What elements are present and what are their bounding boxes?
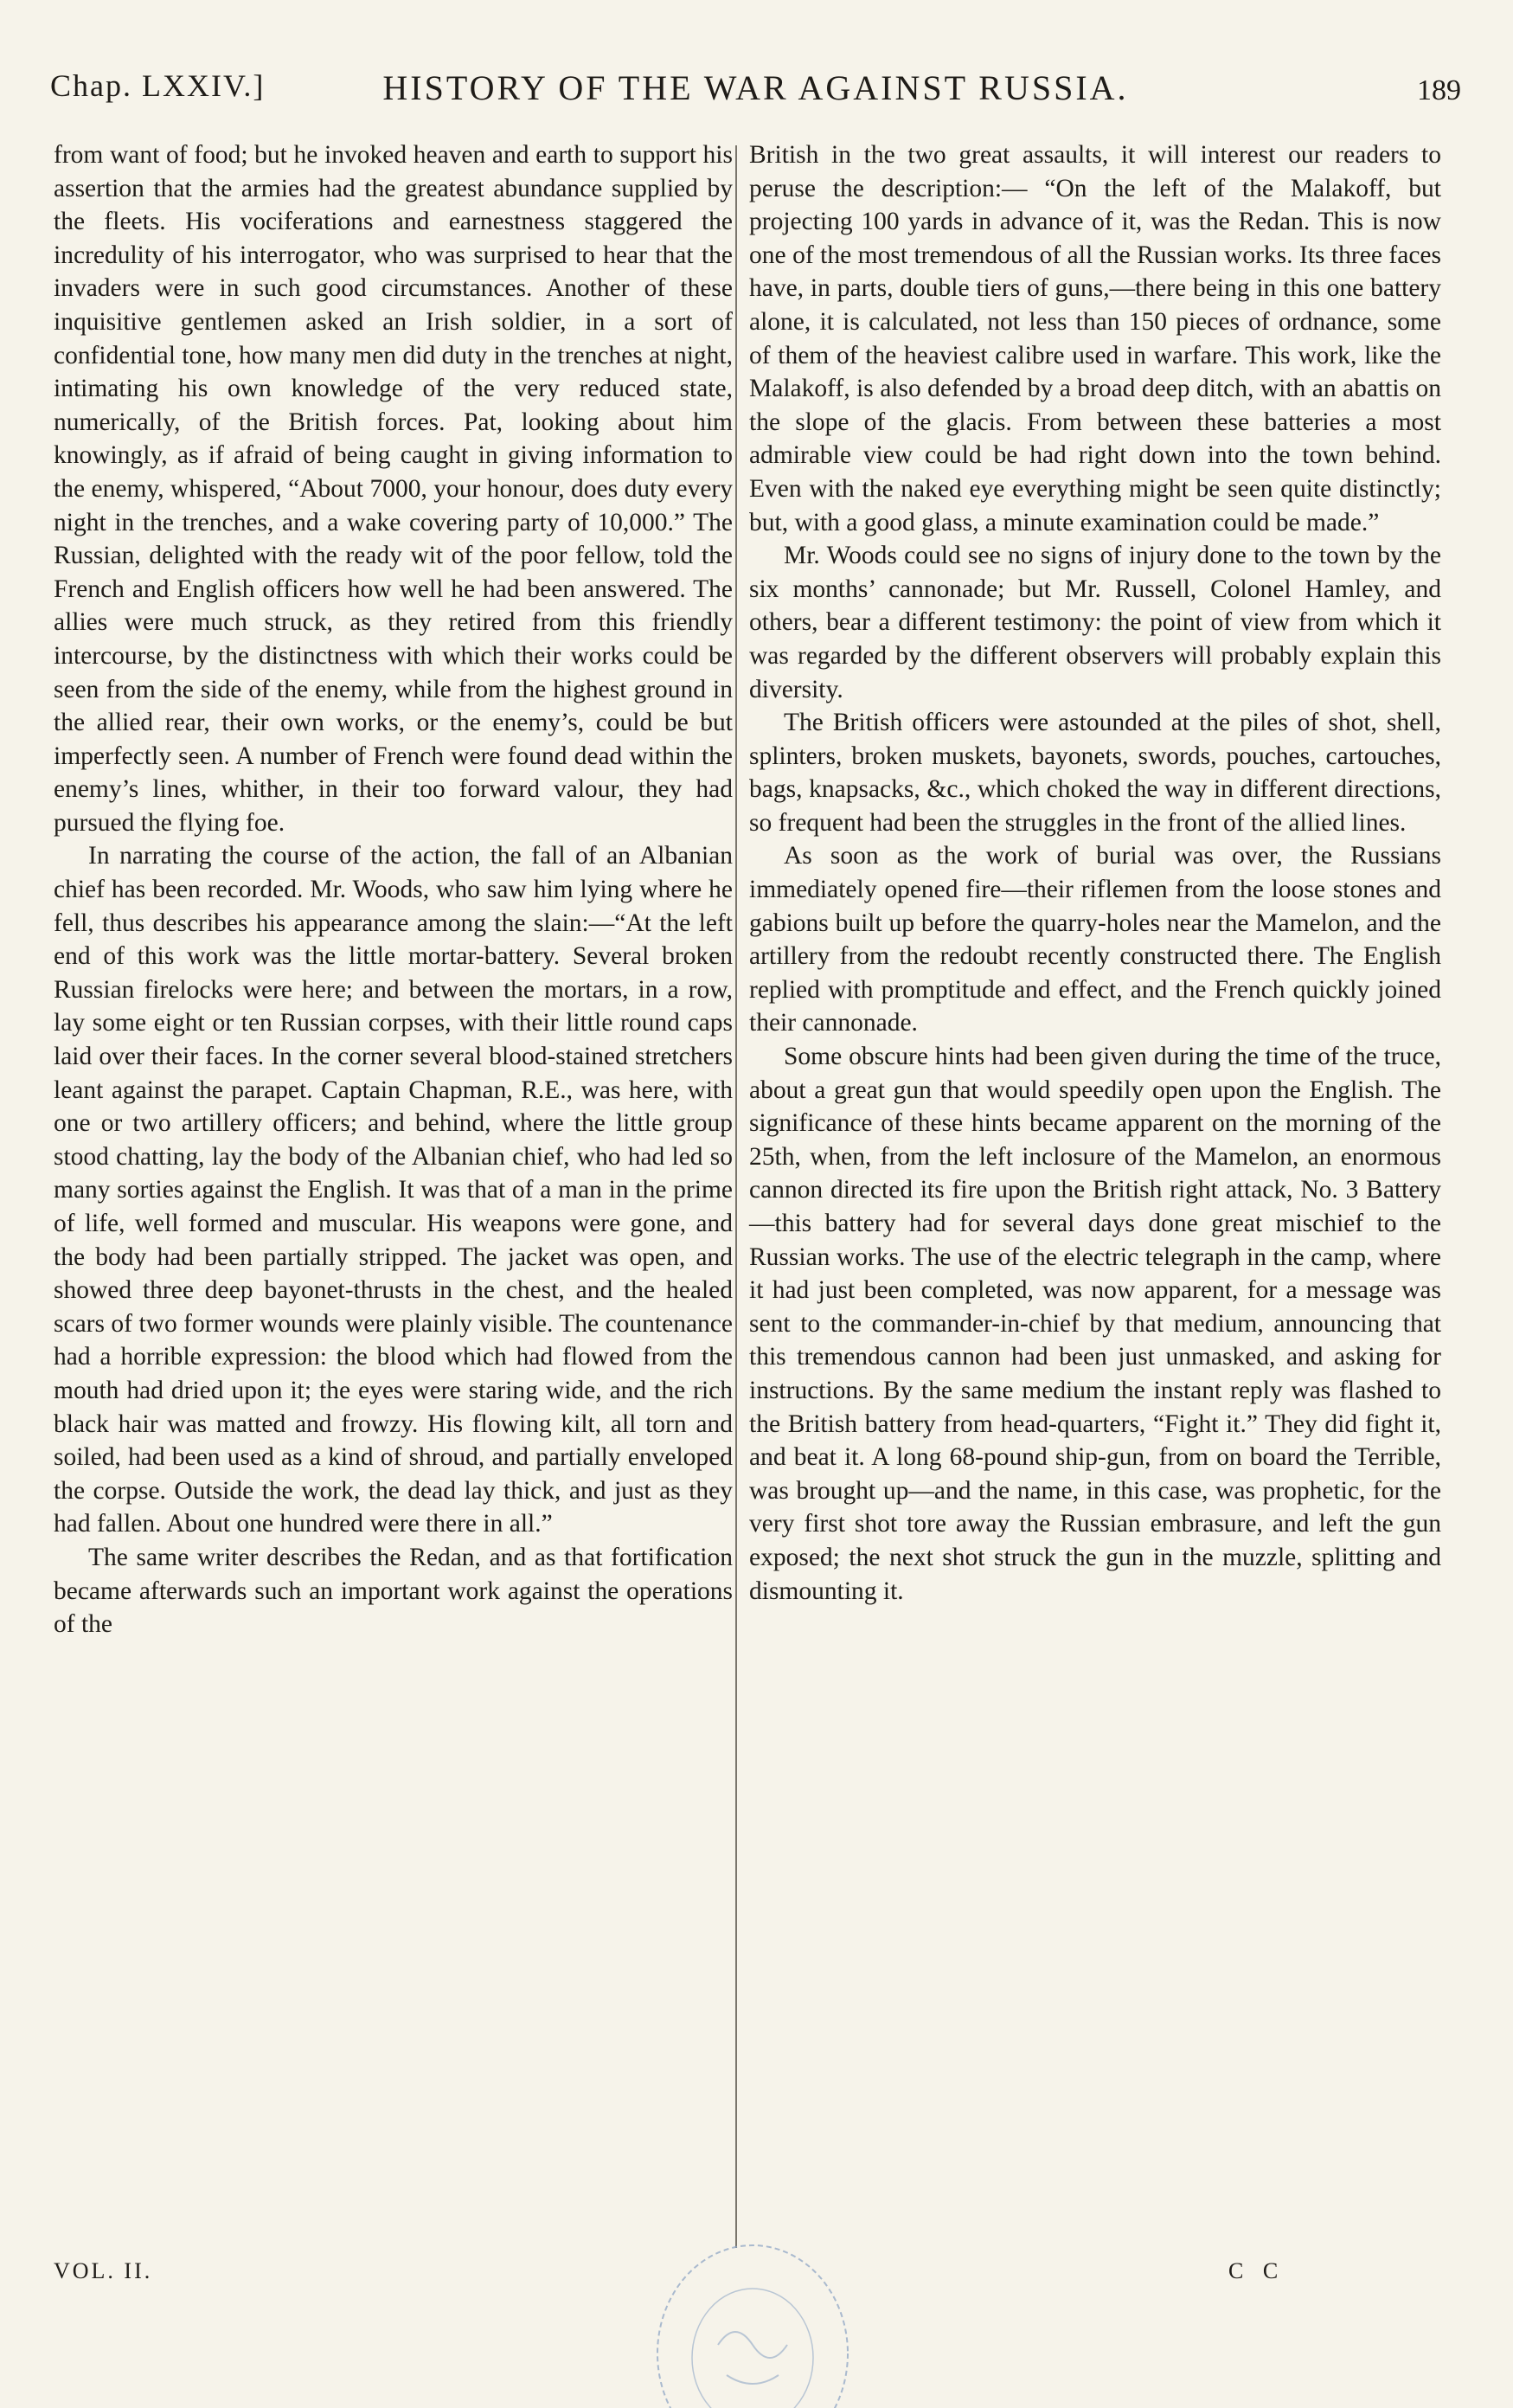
paragraph: In narrating the course of the action, the fall of an Albanian chief has been recorded. Mr. Woods, who saw him lying where he fell, thus describes his appearance among the slain:—“At the left end of this work was the little mortar-battery. Several broken Russian firelocks were here; and between the mortars, in a row, lay some eight or ten Russian corpses, with their little round caps laid over their faces. In the corner several blood-stained stretchers leant against the parapet. Captain Chapman, R.E., was here, with one or two artillery officers; and behind, where the little group stood chatting, lay the body of the Albanian chief, who had led so many sorties against the English. It was that of a man in the prime of life, well formed and muscular. His weapons were gone, and the body had been partially stripped. The jacket was open, and showed three deep bayonet-thrusts in the chest, and the healed scars of two former wounds were plainly visible. The countenance had a horrible expression: the blood which had flowed from the mouth had dried upon it; the eyes were staring wide, and the rich black hair was matted and frowzy. His flowing kilt, all torn and soiled, had been used as a kind of shroud, and partially enveloped the corpse. Outside the work, the dead lay thick, and just as they had fallen. About one hundred were there in all.” <box>54 842 733 1538</box>
page-number: 189 <box>1417 74 1461 106</box>
library-stamp-icon <box>623 2215 882 2408</box>
volume-label: VOL. II. <box>54 2258 153 2283</box>
left-text-column <box>54 138 733 1641</box>
column-divider <box>735 145 737 2248</box>
right-text-column <box>749 138 1441 1608</box>
paragraph: The British officers were astounded at the piles of shot, shell, splinters, broken muskets, bayonets, swords, pouches, cartouches, bags, knapsacks, &c., which choked the way in different directions, so frequent had been the struggles in the front of the allied lines. <box>749 709 1441 837</box>
paragraph: Mr. Woods could see no signs of injury done to the town by the six months’ cannonade; but Mr. Russell, Colonel Hamley, and others, bear a different testimony: the point of view from which it was regarded by the different observers will probably explain this diversity. <box>749 542 1441 703</box>
signature-mark: C C <box>1228 2258 1285 2283</box>
paragraph: The same writer describes the Redan, and as that fortification became afterwards such an important work against the operations of the <box>54 1543 733 1639</box>
paragraph: As soon as the work of burial was over, the Russians immediately opened fire—their riflemen from the loose stones and gabions built up before the quarry-holes near the Mamelon, and the artillery from the redoubt recently constructed there. The English replied with promptitude and effect, and the French quickly joined their cannonade. <box>749 842 1441 1037</box>
paragraph: Some obscure hints had been given during the time of the truce, about a great gun that would speedily open upon the English. The significance of these hints became apparent on the morning of the 25th, when, from the left inclosure of the Mamelon, an enormous cannon directed its fire upon the British right attack, No. 3 Battery—this battery had for several days done great mischief to the Russian works. The use of the electric telegraph in the camp, where it had just been completed, was now apparent, for a message was sent to the commander-in-chief by that medium, announcing that this tremendous cannon had been just unmasked, and asking for instructions. By the same medium the instant reply was flashed to the British battery from head-quarters, “Fight it.” They did fight it, and beat it. A long 68-pound ship-gun, from on board the Terrible, was brought up—and the name, in this case, was prophetic, for the very first shot tore away the Russian embrasure, and left the gun exposed; the next shot struck the gun in the muzzle, splitting and dismounting it. <box>749 1043 1441 1605</box>
paragraph: British in the two great assaults, it will interest our readers to peruse the description:— “On the left of the Malakoff, but projecting 100 yards in advance of it, was the Redan. This is now one of the most tremendous of all the Russian works. Its three faces have, in parts, double tiers of guns,—there being in this one battery alone, it is calculated, not less than 150 pieces of ordnance, some of them of the heaviest calibre used in warfare. This work, like the Malakoff, is also defended by a broad deep ditch, with an abattis on the slope of the glacis. From between these batteries a most admirable view could be had right down into the town behind. Even with the naked eye everything might be seen quite distinctly; but, with a good glass, a minute examination could be made.” <box>749 141 1441 536</box>
page-title: HISTORY OF THE WAR AGAINST RUSSIA. <box>382 68 1129 107</box>
chapter-label: Chap. LXXIV.] <box>50 68 266 103</box>
running-header <box>50 67 1461 128</box>
paragraph: from want of food; but he invoked heaven and earth to support his assertion that the armies had the greatest abundance supplied by the fleets. His vociferations and earnestness staggered the incredulity of his interrogator, who was surprised to hear that the invaders were in such good circumstances. Another of these inquisitive gentlemen asked an Irish soldier, in a sort of confidential tone, how many men did duty in the trenches at night, intimating his own knowledge of the very reduced state, numerically, of the British forces. Pat, looking about him knowingly, as if afraid of being caught in giving information to the enemy, whispered, “About 7000, your honour, does duty every night in the trenches, and a wake covering party of 10,000.” The Russian, delighted with the ready wit of the poor fellow, told the French and English officers how well he had been answered. The allies were much struck, as they retired from this friendly intercourse, by the distinctness with which their works could be seen from the side of the enemy, while from the highest ground in the allied rear, their own works, or the enemy’s, could be but imperfectly seen. A number of French were found dead within the enemy’s lines, whither, in their too forward valour, they had pursued the flying foe. <box>54 141 733 837</box>
